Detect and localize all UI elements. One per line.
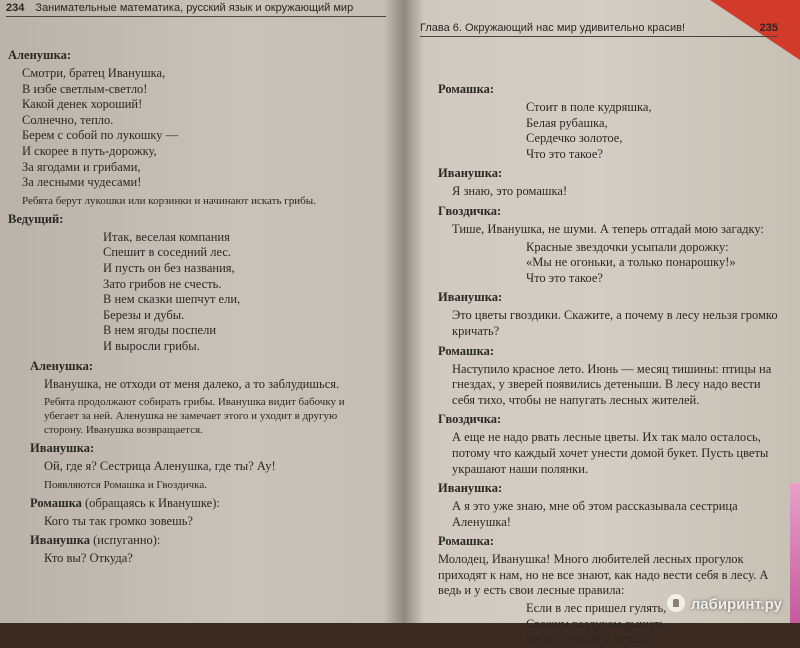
- speaker-label: [8, 211, 378, 228]
- left-running-head: [6, 2, 386, 17]
- verse-line: Белая рубашка,: [526, 115, 608, 130]
- stage-direction: Ребята продолжают собирать грибы. Иванушка видит бабочку и убегает за ней. Аленушка не замечает этого и уходит в другую сторону. Иванушка возвращается.: [44, 396, 345, 437]
- stage-direction: Появляются Ромашка и Гвоздичка.: [44, 478, 207, 491]
- verse-block: [103, 230, 378, 355]
- labyrinth-logo-icon: [667, 594, 685, 612]
- speaker-label: [438, 165, 783, 182]
- verse-line: Что это такое?: [526, 146, 603, 161]
- verse-line: Стоит в поле кудряшка,: [526, 100, 652, 114]
- verse-block: [526, 100, 783, 162]
- speaker-name: Иванушка: [30, 533, 90, 548]
- site-watermark: [667, 594, 782, 613]
- speaker-label: [8, 47, 378, 64]
- dialogue-text: Тише, Иванушка, не шуми. А теперь отгадай мою загадку:: [452, 221, 764, 236]
- speaker-name: Ромашка:: [438, 343, 494, 358]
- speaker-name: Иванушка:: [438, 290, 503, 305]
- verse-line: В нем ягоды поспели: [103, 323, 217, 338]
- verse-line: Если в лес пришел гулять,: [526, 601, 667, 616]
- speaker-name: Ромашка:: [438, 534, 494, 549]
- left-running-head-title: Занимательные математика, русский язык и окружающий мир: [35, 2, 354, 14]
- verse-line: Зато грибов не счесть.: [103, 276, 222, 291]
- dialogue-text: Наступило красное лето. Июнь — месяц тишины: птицы на гнездах, у зверей появились детеныши. В лесу надо вести себя тихо, чтобы не напугать лесных жителей.: [452, 361, 772, 407]
- verse-line: За лесными чудесами!: [22, 175, 142, 190]
- speaker-name: Гвоздичка:: [438, 412, 502, 427]
- verse-line: Смотри, братец Иванушка,: [22, 66, 166, 80]
- speaker-name: Ромашка: [30, 495, 82, 510]
- right-running-head-title: Глава 6. Окружающий нас мир удивительно красив!: [420, 22, 686, 34]
- right-running-head: [420, 22, 778, 37]
- verse-line: Какой денек хороший!: [22, 97, 143, 112]
- speaker-name: Иванушка:: [30, 441, 95, 456]
- stage-direction: Ребята берут лукошки или корзинки и начинают искать грибы.: [22, 194, 316, 207]
- verse-line: В избе светлым-светло!: [22, 81, 148, 96]
- page-edge-decoration: [790, 483, 800, 623]
- verse-line: Свежим воздухом дышать,: [526, 616, 669, 631]
- verse-block: [22, 66, 378, 191]
- verse-line: И выросли грибы.: [103, 338, 200, 353]
- right-page: [410, 0, 790, 647]
- speaker-name: Ведущий:: [8, 211, 64, 226]
- speaker-name: Аленушка:: [8, 48, 72, 62]
- verse-line: Березы и дубы.: [103, 307, 185, 322]
- left-page-text: [8, 44, 378, 567]
- right-page-number: 235: [759, 22, 778, 34]
- dialogue-text: А я это уже знаю, мне об этом рассказывала сестрица Аленушка!: [452, 499, 738, 529]
- verse-line: Сердечко золотое,: [526, 131, 623, 146]
- verse-line: И пусть он без названия,: [103, 260, 235, 275]
- speaker-name: Иванушка:: [438, 481, 503, 496]
- dialogue-text: А еще не надо рвать лесные цветы. Их так мало осталось, потому что каждый хочет унести домой букет. Пусть цветы украшают наши полянки.: [452, 430, 769, 476]
- dialogue-text: Кто вы? Откуда?: [44, 551, 133, 566]
- dialogue-text: Это цветы гвоздики. Скажите, а почему в лесу нельзя громко кричать?: [452, 308, 778, 338]
- speaker-label: [438, 289, 783, 306]
- watermark-text: лабиринт.ру: [690, 596, 782, 613]
- speaker-label: [30, 495, 378, 512]
- speaker-stage-note: (обращаясь к Иванушке):: [84, 495, 220, 510]
- speaker-label: [438, 343, 783, 360]
- speaker-label: [438, 411, 783, 428]
- speaker-label: [438, 203, 783, 220]
- dialogue-text: Я знаю, это ромашка!: [452, 184, 568, 199]
- speaker-label: [30, 440, 378, 457]
- verse-block: [526, 240, 783, 287]
- speaker-label: [438, 533, 783, 550]
- left-page-number: 234: [6, 2, 25, 14]
- speaker-name: Аленушка:: [30, 358, 94, 373]
- speaker-label: [30, 532, 378, 549]
- verse-line: Солнечно, тепло.: [22, 112, 114, 127]
- dialogue-text: Ой, где я? Сестрица Аленушка, где ты? Ау!: [44, 459, 276, 474]
- verse-line: Спешит в соседний лес.: [103, 245, 232, 260]
- left-page: [0, 0, 395, 623]
- speaker-label: [30, 358, 378, 375]
- right-page-text: [438, 78, 783, 648]
- verse-line: Берем с собой по лукошку —: [22, 128, 179, 143]
- speaker-label: [438, 81, 783, 98]
- verse-line: Итак, веселая компания: [103, 229, 230, 244]
- verse-line: И скорее в путь-дорожку,: [22, 143, 157, 158]
- dialogue-text: Кого ты так громко зовешь?: [44, 513, 193, 528]
- verse-line: В нем сказки шепчут ели,: [103, 292, 241, 307]
- verse-line: Что это такое?: [526, 270, 603, 285]
- verse-line: «Мы не огоньки, а только понарошку!»: [526, 255, 736, 270]
- speaker-name: Ромашка:: [438, 82, 494, 96]
- verse-line: Красные звездочки усыпали дорожку:: [526, 239, 729, 254]
- verse-line: За ягодами и грибами,: [22, 159, 141, 174]
- speaker-stage-note: (испуганно):: [93, 533, 161, 548]
- speaker-name: Иванушка:: [438, 166, 503, 181]
- verse-line: Бегай, прыгай и играй,: [526, 632, 648, 647]
- dialogue-text: Иванушка, не отходи от меня далеко, а то заблудишься.: [44, 376, 340, 391]
- speaker-name: Гвоздичка:: [438, 203, 502, 218]
- speaker-label: [438, 480, 783, 497]
- dialogue-text: Молодец, Иванушка! Много любителей лесных прогулок приходят к нам, но не все знают, как надо вести себя в лесу. А ведь и у есть свои лесные правила:: [438, 552, 769, 598]
